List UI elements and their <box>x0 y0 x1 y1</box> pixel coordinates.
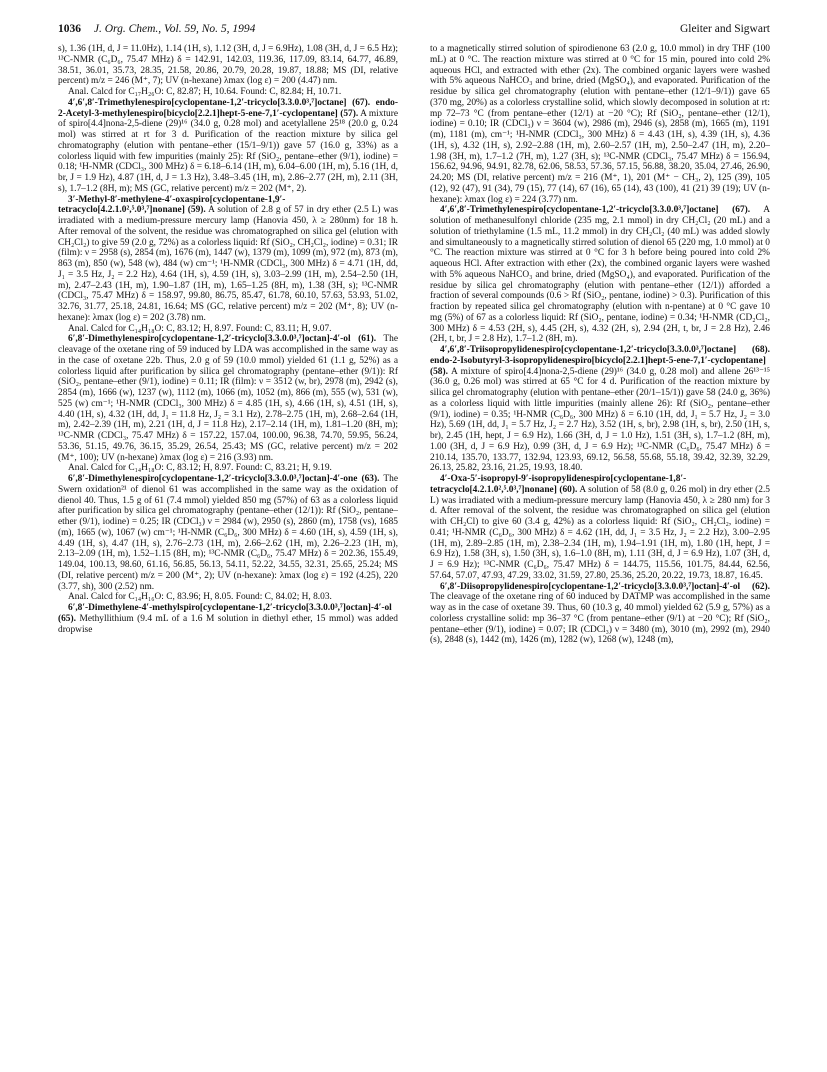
paragraph-text: The cleavage of the oxetane ring of 59 induced by LDA was accomplished in the same way as in the case of oxetane 22b. Thus, 2.0 g of 59 (10.0 mmol) yielded 61 (1.1 g, 52%) as a colorless liquid after purification by silica gel chromatography (pentane–ether (9/1)): Rf (SiO₂, pentane–ether (9/1), iodine) = 0.11; IR (film): ν = 3512 (w, br), 2978 (m), 2942 (s), 2854 (m), 1666 (w), 1237 (w), 1112 (m), 1066 (m), 1052 (m), 866 (m), 555 (w), 531 (w), 525 (w) cm⁻¹; ¹H-NMR (CDCl₃, 300 MHz) δ = 4.85 (1H, s), 4.66 (1H, s), 4.51 (1H, s), 4.40 (1H, s), 4.32 (1H, dd, J₁ = 11.8 Hz, J₂ = 3.1 Hz), 2.78–2.75 (1H, m), 2.68–2.64 (1H, m), 2.42–2.39 (1H, m), 2.21 (1H, d, J = 11.8 Hz), 2.17–2.14 (1H, m), 1.81–1.20 (8H, m); ¹³C-NMR (CDCl₃, 75.47 MHz) δ = 157.22, 157.04, 100.00, 96.38, 74.70, 59.95, 56.24, 53.36, 51.15, 49.76, 36.15, 35.29, 26.54, 25.43; MS (GC, relative percent) m/z = 202 (M⁺, 100); UV (n-hexane) λmax (log ε) = 216 (3.93) nm. <box>58 334 398 463</box>
paragraph-text: Anal. Calcd for C₁₄H₁₈O: C, 83.12; H, 8.97. Found: C, 83.11; H, 9.07. <box>68 323 332 334</box>
compound-name: 4′,6′,8′-Trimethylenespiro[cyclopentane-1,2′-tricyclo[3.3.0.0³,⁷]octane] (67). <box>440 205 751 216</box>
paragraph-text: s), 1.36 (1H, d, J = 11.0Hz), 1.14 (1H, s), 1.12 (3H, d, J = 6.9Hz), 1.08 (3H, d, J = 6.5 Hz); ¹³C-NMR (C₆D₆, 75.47 MHz) δ = 142.91, 142.03, 119.36, 117.09, 83.14, 64.77, 46.89, 38.51, 36.01, 35.73, 28.35, 21.58, 20.86, 20.79, 20.28, 19.87, 18.88; MS (DI, relative percent) m/z = 246 (M⁺, 7); UV (n-hexane) λmax (log ε) = 200 (4.47) nm. <box>58 44 398 87</box>
paragraph-text: A solution of 2.8 g of 57 in dry ether (2.5 L) was irradiated with a medium-pressure mercury lamp (Hanovia 450, λ ≥ 280nm) for 18 h. After removal of the solvent, the residue was chromatographed on silica gel (elution with CH₂Cl₂) to give 59 (2.0 g, 72%) as a colorless liquid: Rf (SiO₂, CH₂Cl₂, iodine) = 0.31; IR (film): ν = 2958 (s), 2854 (m), 1676 (m), 1447 (w), 1379 (m), 1099 (m), 972 (m), 873 (m), 863 (m), 850 (w), 548 (w), 484 (w) cm⁻¹; ¹H-NMR (CDCl₃, 300 MHz) δ = 4.71 (1H, dd, J₁ = 3.5 Hz, J₂ = 2.2 Hz), 4.64 (1H, s), 4.59 (1H, s), 3.03–2.99 (1H, m), 2.54–2.50 (1H, m), 2.47–2.43 (1H, m), 1.90–1.87 (1H, m), 1.65–1.25 (8H, m), 1.38 (3H, s); ¹³C-NMR (CDCl₃, 75.47 MHz) δ = 158.97, 99.80, 86.75, 85.47, 61.78, 60.10, 57.63, 53.93, 51.02, 32.76, 31.77, 25.18, 24.81, 16.64; MS (GC, relative percent) m/z = 202 (M⁺, 8); UV (n-hexane): λmax (log ε) = 202 (3.78) nm. <box>58 205 398 323</box>
paragraph <box>430 44 770 205</box>
paragraph <box>58 44 398 87</box>
paragraph <box>58 98 398 195</box>
page-number: 1036 <box>58 23 81 35</box>
compound-name: 4′-Oxa-5′-isopropyl-9′-isopropylidenespiro[cyclopentane-1,8′-tetracyclo[4.2.1.0²,⁵.0³,⁷]nonane] (60). <box>430 474 687 495</box>
header-left <box>58 22 255 36</box>
paragraph <box>58 603 398 635</box>
paragraph <box>430 345 770 474</box>
paragraph <box>58 334 398 463</box>
paragraph-text: to a magnetically stirred solution of spirodienone 63 (2.0 g, 10.0 mmol) in dry THF (100 mL) at 0 °C. The reaction mixture was stirred at 0 °C for 15 min, poured into cold 2% aqueous HCl, and extracted with ether (2x). The combined organic layers were washed with 5% aqueous NaHCO₃ and brine, dried (MgSO₄), and evaporated. Purification of the residue by silica gel chromatography (elution with pentane–ether (12/1–9/1)) gave 65 (370 mg, 20%) as a colorless crystalline solid, which slowly decomposed in solution at rt: mp 72–73 °C (from pentane–ether (12/1) at −20 °C); Rf (SiO₂, pentane–ether (12/1), iodine) = 0.10; IR (CDCl₃) ν = 3604 (w), 2986 (m), 2946 (s), 2858 (m), 1665 (m), 1191 (m), 1181 (m), cm⁻¹; ¹H-NMR (CDCl₃, 300 MHz) δ = 4.43 (1H, s), 4.39 (1H, s), 4.36 (1H, s), 4.32 (1H, s), 2.92–2.88 (1H, m), 2.60–2.57 (1H, m), 2.50–2.47 (1H, m), 2.20–1.98 (3H, m), 1.7–1.2 (7H, m), 1.27 (3H, s); ¹³C-NMR (CDCl₃, 75.47 MHz) δ = 156.94, 156.62, 94.96, 94.91, 82.78, 62.06, 58.53, 57.36, 57.15, 56.88, 38.20, 35.04, 27.46, 26.90, 24.20; MS (DI, relative percent) m/z = 216 (M⁺, 1), 201 (M⁺ − CH₃, 2), 125 (39), 105 (12), 92 (47), 91 (34), 79 (15), 77 (14), 67 (16), 65 (14), 43 (100), 41 (21) 39 (19); UV (n-hexane): λmax (log ε) = 224 (3.77) nm. <box>430 44 770 205</box>
compound-name: 6′,8′-Dimethylenespiro[cyclopentane-1,2′-tricyclo[3.3.0.0³,⁷]octan]-4′-one (63). <box>68 474 380 484</box>
paragraph-text: A solution of 58 (8.0 g, 0.26 mol) in dry ether (2.5 L) was irradiated with a medium-pressure mercury lamp (Hanovia 450, λ ≥ 280 nm) for 3 d. After removal of the solvent, the residue was chromatographed on silica gel (elution with CH₂Cl) to give 60 (3.4 g, 42%) as a colorless liquid: Rf (SiO₂, CH₂Cl₂, iodine) = 0.41; ¹H-NMR (C₆D₆, 300 MHz) δ = 4.62 (1H, dd, J₁ = 3.5 Hz, J₂ = 2.2 Hz), 3.00–2.95 (1H, m), 2.89–2.85 (1H, m), 2.38–2.34 (1H, m), 1.94–1.91 (1H, m), 1.80 (1H, hept, J = 6.9 Hz), 1.58 (3H, s), 1.50 (3H, s), 1.6–1.0 (8H, m), 1.11 (3H, d, J = 6.9 Hz), 1.07 (3H, d, J = 6.9 Hz); ¹³C-NMR (C₆D₆, 75.47 MHz) δ = 144.75, 115.56, 101.75, 84.44, 62.56, 57.64, 57.07, 47.93, 47.29, 33.02, 31.59, 27.80, 25.36, 25.20, 20.22, 19.73, 18.87, 16.45. <box>430 484 770 581</box>
compound-name: 3′-Methyl-8′-methylene-4′-oxaspiro[cyclopentane-1,9′-tetracyclo[4.2.1.0²,⁵.0³,⁷]nonane] (59). <box>58 194 286 216</box>
paragraph-text: Anal. Calcd for C₁₄H₁₈O: C, 83.12; H, 8.97. Found: C, 83.21; H, 9.19. <box>68 463 332 474</box>
paragraph-text: A solution of methanesulfonyl chloride (235 mg, 2.1 mmol) in dry CH₂Cl₂ (20 mL) and a solution of triethylamine (1.5 mL, 11.2 mmol) in dry CH₂Cl₂ (40 mL) was added slowly and simultaneously to a magnetically stirred solution of dienol 65 (220 mg, 1.0 mmol) at 0 °C. The reaction mixture was stirred at 0 °C for 3 h before being poured into cold 2% aqueous HCl. After extraction with ether (2x), the combined organic layers were washed with 5% aqueous NaHCO₃ and brine, dried (MgSO₄), and evaporated. Purification of the residue by silica gel chromatography (elution with pentane–ether (12/1)) afforded a fraction of several compounds (0.6 > Rf (SiO₂, pentane, iodine) > 0.3). Purification of this fraction by repeated silica gel chromatography (elution with n-pentane) at 0 °C gave 10 mg (5%) of 67 as a colorless liquid: Rf (SiO₂, pentane, iodine) = 0.34; ¹H-NMR (CD₂Cl₂, 300 MHz) δ = 4.53 (2H, s), 4.45 (2H, s), 4.32 (2H, s), 2.94 (2H, t, br, J = 2.8 Hz), 2.46 (2H, t, br, J = 2.8 Hz), 1.7–1.2 (8H, m). <box>430 205 770 345</box>
paragraph-text: Methyllithium (9.4 mL of a 1.6 M solution in diethyl ether, 15 mmol) was added dropwise <box>58 613 398 635</box>
paragraph <box>430 582 770 647</box>
paragraph <box>58 592 398 603</box>
paragraph <box>58 324 398 335</box>
paragraph-text: The Swern oxidation²¹ of dienol 61 was accomplished in the same way as the oxidation of dienol 40. Thus, 1.5 g of 61 (7.4 mmol) yielded 850 mg (57%) of 63 as a colorless liquid after purification by silica gel chromatography (pentane–ether (12/1)): Rf (SiO₂, pentane–ether (9/1), iodine) = 0.25; IR (CDCl₃) ν = 2984 (w), 2950 (s), 2860 (m), 1758 (vs), 1685 (m), 1665 (w), 1067 (w) cm⁻¹; ¹H-NMR (C₆D₆, 300 MHz) δ = 4.60 (1H, s), 4.59 (1H, s), 4.49 (1H, s), 4.47 (1H, s), 2.76–2.73 (1H, m), 2.66–2.62 (1H, m), 2.26–2.23 (1H, m), 2.13–2.09 (1H, m), 1.52–1.15 (8H, m); ¹³C-NMR (C₆D₆, 75.47 MHz) δ = 202.36, 155.49, 149.04, 100.13, 98.60, 61.16, 56.85, 56.13, 54.11, 52.22, 34.55, 32.31, 25.65, 25.24; MS (DI, relative percent) m/z = 200 (M⁺, 2); UV (n-hexane): λmax (log ε) = 192 (4.25), 220 (3.77, sh), 300 (2.52) nm. <box>58 474 398 592</box>
left-column <box>58 44 398 1054</box>
compound-name: 4′,6′,8′-Trimethylenespiro[cyclopentane-1,2′-tricyclo[3.3.0.0³,⁷]octane] (67). endo-2-Acetyl-3-methylenespiro[bicyclo[2.2.1]hept-5-ene-7,1′-cyclopentane] (57). <box>58 97 398 119</box>
paragraph <box>430 474 770 582</box>
paragraph <box>58 474 398 592</box>
compound-name: 6′,8′-Diisopropylidenespiro[cyclopentane-1,2′-tricyclo[3.3.0.0³,⁷]octan]-4′-ol (62). <box>440 581 770 592</box>
right-column <box>430 44 770 1054</box>
paragraph-text: A mixture of spiro[4.4]nona-2,5-diene (29)¹⁶ (34.0 g, 0.28 mol) and allene 26¹³⁻¹⁵ (36.0 g, 0.26 mol) was stirred at 65 °C for 4 d. Purification of the reaction mixture by silica gel chromatography (elution with pentane–ether (20/1–15/1)) gave 58 (24.0 g, 36%) as a colorless liquid with little impurities (mainly allene 26): Rf (SiO₂, pentane–ether (9/1), iodine) = 0.35; ¹H-NMR (C₆D₆, 300 MHz) δ = 6.10 (1H, dd, J₁ = 5.7 Hz, J₂ = 3.0 Hz), 5.69 (1H, dd, J₁ = 5.7 Hz, J₂ = 2.7 Hz), 3.52 (1H, s, br), 2.98 (1H, s, br), 2.50 (1H, s, br), 2.45 (1H, hept, J = 6.9 Hz), 1.66 (3H, d, J = 1.0 Hz), 1.51 (3H, s), 1.7–1.2 (8H, m), 1.00 (3H, d, J = 6.9 Hz), 0.99 (3H, d, J = 6.9 Hz); ¹³C-NMR (C₆D₆, 75.47 MHz) δ = 210.14, 135.70, 133.77, 132.94, 123.93, 69.12, 56.58, 55.68, 55.18, 39.42, 32.39, 32.29, 26.13, 25.82, 23.16, 21.25, 19.93, 18.40. <box>430 366 770 474</box>
page-header <box>58 22 770 38</box>
paragraph-text: Anal. Calcd for C₁₄H₁₆O: C, 83.96; H, 8.05. Found: C, 84.02; H, 8.03. <box>68 592 332 603</box>
paragraph <box>58 195 398 324</box>
compound-name: 4′,6′,8′-Triisopropylidenespiro[cyclopentane-1,2′-tricyclo[3.3.0.0³,⁷]octane] (68). endo-2-Isobutyryl-3-isopropylidenespiro[bicyclo[2.2.1]hept-5-ene-7,1′-cyclopentane] (58). <box>430 345 770 377</box>
compound-name: 6′,8′-Dimethylene-4′-methylspiro[cyclopentane-1,2′-tricyclo[3.3.0.0³,⁷]octan]-4′-ol (65). <box>58 603 392 624</box>
paragraph <box>58 463 398 474</box>
paragraph <box>58 87 398 98</box>
header-authors: Gleiter and Sigwart <box>679 23 770 35</box>
journal-citation: J. Org. Chem., Vol. 59, No. 5, 1994 <box>93 23 256 35</box>
compound-name: 6′,8′-Dimethylenespiro[cyclopentane-1,2′-tricyclo[3.3.0.0³,⁷]octan]-4′-ol (61). <box>68 334 377 345</box>
paragraph-text: Anal. Calcd for C₁₇H₂₆O: C, 82.87; H, 10.64. Found: C, 82.84; H, 10.71. <box>68 87 342 97</box>
paragraph <box>430 205 770 345</box>
paragraph-text: A mixture of spiro[4.4]nona-2,5-diene (29)¹⁶ (34.0 g, 0.28 mol) and acetylallene 25¹⁸ (20.0 g, 0.24 mol) was stirred at rt for 3 d. Purification of the reaction mixture by silica gel chromatography (elution with pentane–ether (15/1–9/1)) gave 57 (16.0 g, 33%) as a colorless liquid with few impurities (mainly 25): Rf (SiO₂, pentane–ether (9/1), iodine) = 0.18; ¹H-NMR (CDCl₃, 300 MHz) δ = 6.18–6.14 (1H, m), 6.04–6.00 (1H, m), 5.16 (1H, d, br, J = 1.9 Hz), 4.87 (1H, d, J = 1.3 Hz), 3.48–3.45 (1H, m), 2.86–2.77 (2H, m), 2.11 (3H, s), 1.7–1.2 (8H, m); MS (GC, relative percent) m/z = 202 (M⁺, 2). <box>58 108 398 194</box>
paragraph-text: The cleavage of the oxetane ring of 60 induced by DATMP was accomplished in the same way as in the case of oxetane 39. Thus, 60 (10.3 g, 40 mmol) yielded 62 (5.9 g, 57%) as a colorless crystalline solid: mp 36–37 °C (from pentane–ether (9/1) at −20 °C); Rf (SiO₂, pentane–ether (9/1), iodine) = 0.07; IR (CDCl₃) ν = 3480 (m), 3010 (m), 2992 (m), 2940 (s), 2848 (s), 1442 (m), 1426 (m), 1282 (w), 1268 (w), 1248 (m), <box>430 592 770 646</box>
